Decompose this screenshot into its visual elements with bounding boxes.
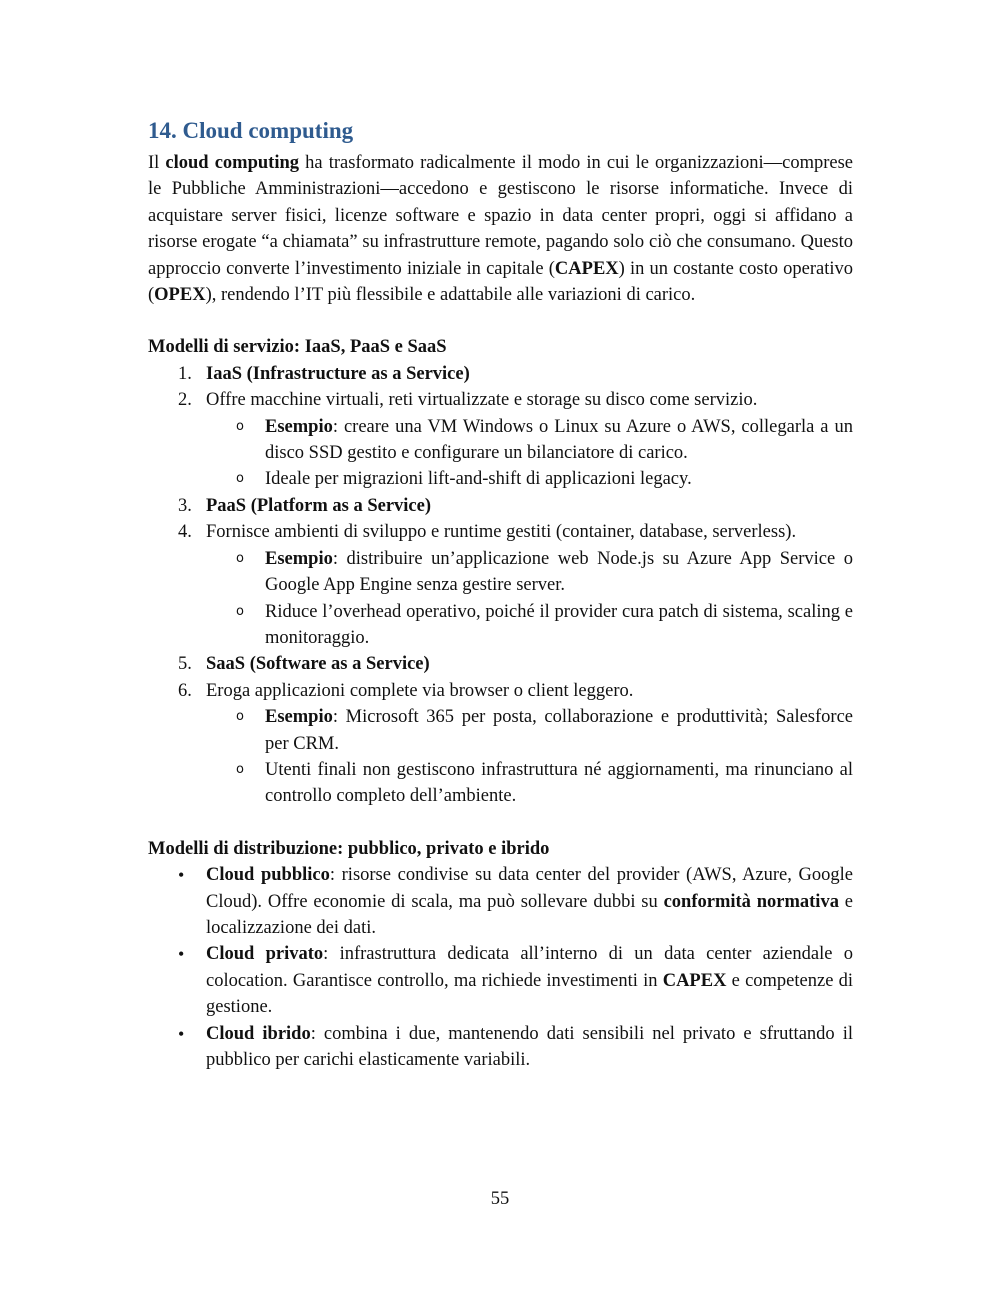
example-text: : distribuire un’applicazione web Node.js su Azure App Service o Google App Engine senza gestire server. bbox=[265, 548, 853, 596]
list-item bbox=[148, 493, 853, 519]
list-number: 4. bbox=[178, 522, 192, 543]
list-item bbox=[148, 651, 853, 677]
list-item bbox=[148, 678, 853, 704]
list-number: 2. bbox=[178, 390, 192, 411]
example-text: : creare una VM Windows o Linux su Azure o AWS, collegarla a un disco SSD gestito e configurare un bilanciatore di carico. bbox=[265, 416, 853, 464]
list-item bbox=[148, 519, 853, 545]
intro-bold-cloud: cloud computing bbox=[165, 153, 300, 173]
section-title: 14. Cloud computing bbox=[148, 118, 354, 143]
list-number: 1. bbox=[178, 363, 192, 384]
example-label: Esempio bbox=[265, 707, 333, 728]
list-number: 5. bbox=[178, 654, 192, 675]
circle-bullet-icon: o bbox=[236, 550, 244, 566]
bullet-text: e competenze di gestione. bbox=[206, 970, 854, 1018]
intro-text-1: Il bbox=[148, 153, 166, 173]
service-models-list bbox=[148, 361, 853, 810]
bullet-label: Cloud pubblico bbox=[206, 865, 330, 886]
intro-paragraph bbox=[148, 150, 853, 308]
circle-bullet-icon: o bbox=[236, 471, 244, 487]
intro-bold-opex: OPEX bbox=[154, 285, 206, 306]
sub-list-item bbox=[148, 757, 853, 810]
bullet-text: : risorse condivise su data center del provider (AWS, Azure, Google Cloud). Offre economie di scala, ma può sollevare dubbi su bbox=[206, 865, 853, 912]
example-label: Esempio bbox=[265, 416, 333, 437]
sub-list-item bbox=[148, 599, 853, 652]
note-text: Ideale per migrazioni lift-and-shift di applicazioni legacy. bbox=[265, 469, 692, 490]
bullet-text: e localizzazione dei dati. bbox=[206, 891, 853, 938]
list-item-text: Eroga applicazioni complete via browser o client leggero. bbox=[206, 680, 634, 701]
page-content bbox=[148, 116, 853, 1073]
note-text: Utenti finali non gestiscono infrastruttura né aggiornamenti, ma rinunciano al controllo completo dell’ambiente. bbox=[265, 759, 853, 807]
circle-bullet-icon: o bbox=[236, 603, 244, 619]
circle-bullet-icon: o bbox=[236, 709, 244, 725]
bullet-bold-text: CAPEX bbox=[662, 970, 727, 991]
bullet-label: Cloud privato bbox=[206, 944, 324, 965]
bullet-item-hybrid bbox=[148, 1021, 853, 1074]
example-text: : Microsoft 365 per posta, collaborazione e produttività; Salesforce per CRM. bbox=[265, 707, 853, 754]
deployment-models-heading: Modelli di distribuzione: pubblico, privato e ibrido bbox=[148, 838, 550, 859]
circle-bullet-icon: o bbox=[236, 761, 244, 777]
service-models-heading: Modelli di servizio: IaaS, PaaS e SaaS bbox=[148, 337, 447, 358]
circle-bullet-icon: o bbox=[236, 418, 244, 434]
intro-text-3: ) in un costante costo operativo ( bbox=[148, 258, 854, 306]
bullet-item-private bbox=[148, 941, 853, 1020]
list-item bbox=[148, 387, 853, 413]
list-item-text: Offre macchine virtuali, reti virtualizzate e storage su disco come servizio. bbox=[206, 390, 758, 411]
list-item-text: IaaS (Infrastructure as a Service) bbox=[206, 363, 470, 384]
sub-list-item bbox=[148, 704, 853, 757]
page-number: 55 bbox=[490, 1189, 510, 1209]
deployment-models-list bbox=[148, 862, 853, 1073]
bullet-bold-text: conformità normativa bbox=[663, 891, 839, 912]
list-item-text: Fornisce ambienti di sviluppo e runtime gestiti (container, database, serverless). bbox=[206, 522, 797, 543]
list-item-text: SaaS (Software as a Service) bbox=[206, 654, 430, 675]
bullet-item-public bbox=[148, 862, 853, 941]
intro-text-4: ), rendendo l’IT più flessibile e adattabile alle variazioni di carico. bbox=[205, 285, 696, 306]
bullet-icon: • bbox=[178, 944, 185, 965]
note-text: Riduce l’overhead operativo, poiché il provider cura patch di sistema, scaling e monitoraggio. bbox=[265, 601, 853, 648]
list-number: 6. bbox=[178, 680, 192, 701]
list-number: 3. bbox=[178, 495, 192, 516]
intro-bold-capex: CAPEX bbox=[554, 258, 619, 279]
bullet-icon: • bbox=[178, 865, 185, 886]
sub-list-item bbox=[148, 466, 853, 492]
bullet-label: Cloud ibrido bbox=[206, 1023, 311, 1044]
list-item-text: PaaS (Platform as a Service) bbox=[206, 495, 432, 516]
sub-list-item bbox=[148, 546, 853, 599]
bullet-text: : infrastruttura dedicata all’interno di un data center aziendale o colocation. Garantisce controllo, ma richiede investimenti in bbox=[206, 944, 853, 991]
list-item bbox=[148, 361, 853, 387]
bullet-text: : combina i due, mantenendo dati sensibili nel privato e sfruttando il pubblico per carichi elasticamente variabili. bbox=[206, 1023, 853, 1070]
bullet-icon: • bbox=[178, 1023, 185, 1044]
example-label: Esempio bbox=[265, 548, 333, 569]
sub-list-item bbox=[148, 414, 853, 467]
intro-text-2: ha trasformato radicalmente il modo in cui le organizzazioni—comprese le Pubbliche Amministrazioni—accedono e gestiscono le risorse informatiche. Invece di acquistare server fisici, licenze software e spazio in data center propri, oggi si affidano a risorse erogate “a chiamata” su infrastrutture remote, pagando solo ciò che consumano. Questo approccio converte l’investimento iniziale in capitale ( bbox=[148, 153, 853, 279]
